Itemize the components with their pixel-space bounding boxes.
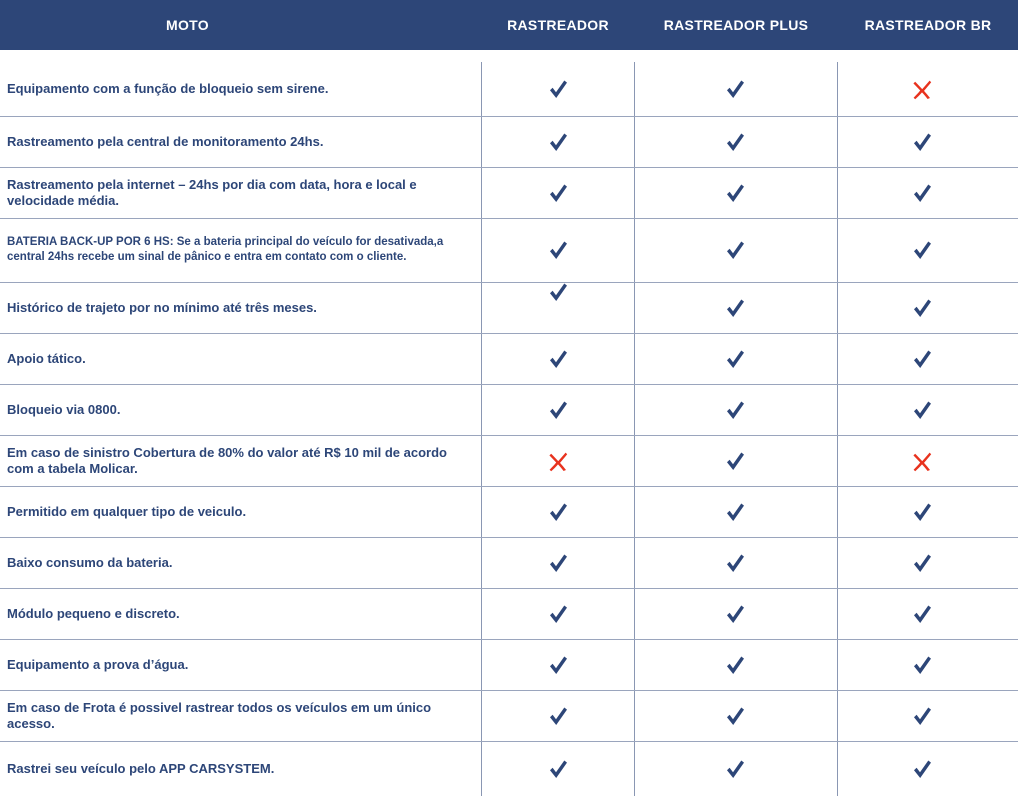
check-icon [910,757,934,781]
check-icon [723,704,747,728]
check-icon [723,551,747,575]
check-icon [546,77,570,101]
feature-label-text: Rastrei seu veículo pelo APP CARSYSTEM. [7,760,275,776]
check-icon [723,653,747,677]
feature-label-text: Permitido em qualquer tipo de veiculo. [7,503,247,519]
header-rastreador: RASTREADOR [507,17,609,33]
check-icon [723,130,747,154]
feature-label [7,116,477,167]
check-icon [910,398,934,422]
check-icon [546,500,570,524]
check-icon [723,398,747,422]
feature-label [7,62,477,116]
feature-label-text: Bloqueio via 0800. [7,401,121,417]
check-icon [546,653,570,677]
header-moto: MOTO [166,17,209,33]
cross-icon [910,77,934,101]
check-icon [723,181,747,205]
cross-icon [910,449,934,473]
feature-label-text: Histórico de trajeto por no mínimo até três meses. [7,299,317,315]
check-icon [723,347,747,371]
check-icon [546,280,570,304]
check-icon [910,500,934,524]
feature-label-text: Em caso de Frota é possivel rastrear todos os veículos em um único acesso. [7,699,432,731]
feature-label [7,384,477,435]
check-icon [910,238,934,262]
feature-label-text: Rastreamento pela central de monitoramento 24hs. [7,133,324,149]
feature-label [7,167,477,218]
feature-label-text: Apoio tático. [7,350,86,366]
check-icon [723,602,747,626]
check-icon [723,757,747,781]
feature-label-text: BATERIA BACK-UP POR 6 HS: Se a bateria principal do veículo for desativada,a central 24hs recebe um sinal de pânico e entra em contato com o cliente. [7,236,444,263]
feature-label-text: Baixo consumo da bateria. [7,554,173,570]
check-icon [546,347,570,371]
feature-label [7,282,477,333]
feature-label-text: Em caso de sinistro Cobertura de 80% do valor até R$ 10 mil de acordo com a tabela Molicar. [7,444,447,476]
column-divider [481,62,482,796]
check-icon [910,130,934,154]
feature-label [7,588,477,639]
check-icon [723,500,747,524]
header-rastreador-br: RASTREADOR BR [864,17,992,33]
feature-label [7,218,477,282]
check-icon [910,551,934,575]
check-icon [723,296,747,320]
feature-label [7,486,477,537]
check-icon [910,602,934,626]
check-icon [910,347,934,371]
feature-label-text: Módulo pequeno e discreto. [7,605,180,621]
feature-label [7,435,477,486]
column-divider [837,62,838,796]
feature-label-text: Equipamento com a função de bloqueio sem sirene. [7,81,329,96]
feature-label [7,639,477,690]
check-icon [546,704,570,728]
check-icon [546,130,570,154]
feature-label [7,333,477,384]
header-rastreador-plus: RASTREADOR PLUS [663,17,809,33]
feature-label [7,537,477,588]
check-icon [546,398,570,422]
check-icon [910,704,934,728]
check-icon [910,296,934,320]
check-icon [546,757,570,781]
check-icon [546,602,570,626]
check-icon [546,238,570,262]
feature-label [7,741,477,796]
check-icon [910,181,934,205]
check-icon [546,551,570,575]
check-icon [723,77,747,101]
cross-icon [546,449,570,473]
check-icon [723,449,747,473]
check-icon [546,181,570,205]
check-icon [910,653,934,677]
feature-label-text: Equipamento a prova d’água. [7,656,189,672]
feature-label [7,690,477,741]
feature-label-text: Rastreamento pela internet – 24hs por dia com data, hora e local e velocidade média. [7,176,417,208]
comparison-header [0,0,1018,50]
column-divider [634,62,635,796]
check-icon [723,238,747,262]
